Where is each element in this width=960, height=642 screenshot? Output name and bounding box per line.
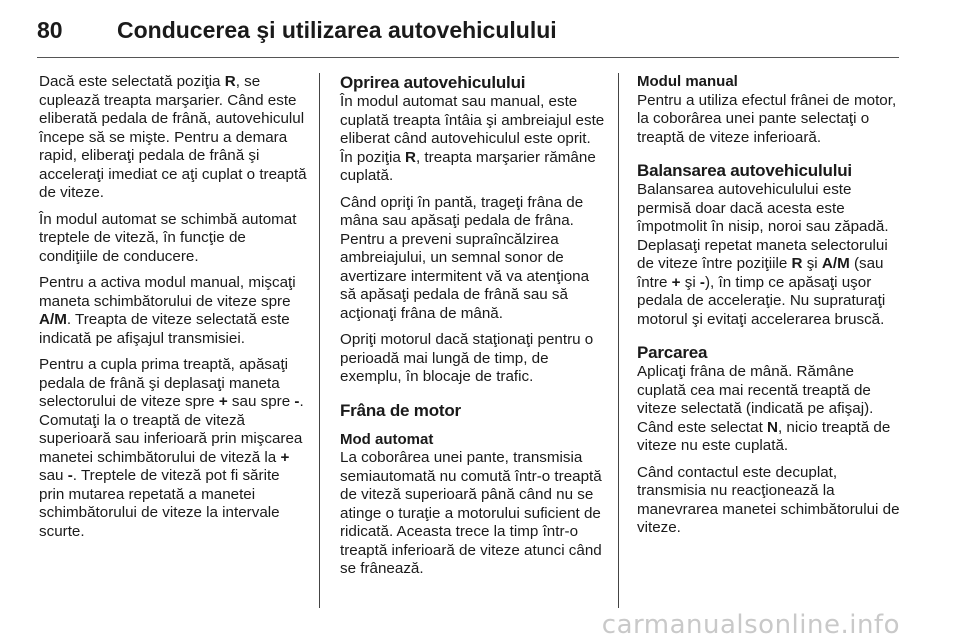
paragraph-engine-brake-automatic: La coborârea unei pante, transmisia semiautomată nu comută într-o treaptă de viteză superioară până când nu se atinge o turaţie a motorului suficient de ridicată. Aceasta trece la timp într-o treaptă inferioară de viteze atunci când se frânează. — [340, 449, 602, 577]
heading-parking: Parcarea — [637, 343, 708, 362]
heading-engine-brake: Frâna de motor — [340, 400, 461, 420]
heading-rocking-vehicle: Balansarea autovehiculului — [637, 161, 852, 180]
heading-stopping-vehicle: Oprirea autovehiculului — [340, 73, 526, 92]
paragraph-stopping: În modul automat sau manual, este cuplată treapta întâia şi ambreiajul este eliberat când autovehiculul este oprit. În poziţia R, treapta marşarier rămâne cuplată. — [340, 93, 605, 184]
paragraph-automatic-mode: În modul automat se schimbă automat treptele de viteză, în funcţie de condiţiile de conducere. — [39, 210, 297, 265]
column-middle — [340, 73, 605, 587]
page-header — [37, 10, 557, 50]
paragraph-manual-mode: Pentru a activa modul manual, mişcaţi maneta schimbătorului de viteze spre A/M. Treapta de viteze selectată este indicată pe afişajul transmisiei. — [39, 274, 296, 347]
paragraph-ignition-off: Când contactul este decuplat, transmisia nu reacţionează la manevrarea manetei schimbătorului de viteze. — [637, 463, 900, 536]
page-number: 80 — [37, 16, 63, 43]
paragraph-first-gear: Pentru a cupla prima treaptă, apăsaţi pedala de frână şi deplasaţi maneta selectorului de viteze spre + sau spre -. Comutaţi la o treaptă de viteză superioară sau inferioară prin mişcarea manetei schimbătorului de viteză la + sau -. Treptele de viteză pot fi sărite prin mutarea repetată a manetei schimbătorului de viteze la intervale scurte. — [39, 356, 304, 540]
column-divider-left — [319, 73, 320, 608]
column-divider-right — [618, 73, 619, 608]
paragraph-rocking: Balansarea autovehiculului este permisă doar dacă acesta este împotmolit în nisip, noroi sau zăpadă. Deplasaţi repetat maneta selectorului de viteze între poziţiile R şi A/M (sau între + şi -), în timp ce apăsaţi uşor pedala de acceleraţie. Nu supraturaţi motorul şi evitaţi accelerarea bruscă. — [637, 181, 889, 328]
paragraph-slope: Când opriţi în pantă, trageţi frâna de mâna sau apăsaţi pedala de frâna. Pentru a preveni supraîncălzirea ambreiajului, un semnal sonor de avertizare intermitent vă va atenţiona să apăsaţi pedala de frână sau să acţionaţi frâna de mână. — [340, 193, 590, 322]
chapter-title: Conducerea şi utilizarea autovehiculului — [117, 16, 557, 43]
paragraph-engine-off: Opriţi motorul dacă staţionaţi pentru o perioadă mai lungă de timp, de exemplu, în blocaje de trafic. — [340, 331, 594, 385]
header-divider — [37, 57, 899, 58]
heading-manual-mode: Modul manual — [637, 73, 738, 90]
paragraph-parking: Aplicaţi frâna de mână. Rămâne cuplată cea mai recentă treaptă de viteze selectată (indicată pe afişaj). Când este selectat N, nicio treaptă de viteze nu este cuplată. — [637, 363, 891, 454]
paragraph-reverse-gear: Dacă este selectată poziţia R, se cuplează treapta marşarier. Când este eliberată pedala de frână, autovehiculul începe să se mişte. Pentru a demara rapid, eliberaţi pedala de frână şi acceleraţi imediat ce aţi cuplat o treaptă de viteze. — [39, 73, 307, 201]
column-left — [39, 73, 307, 549]
heading-automatic-mode: Mod automat — [340, 430, 434, 448]
watermark: carmanualsonline.info — [601, 610, 900, 640]
paragraph-engine-brake-manual: Pentru a utiliza efectul frânei de motor, la coborârea unei pante selectaţi o treaptă de viteze inferioară. — [637, 91, 897, 146]
column-right — [637, 73, 907, 546]
